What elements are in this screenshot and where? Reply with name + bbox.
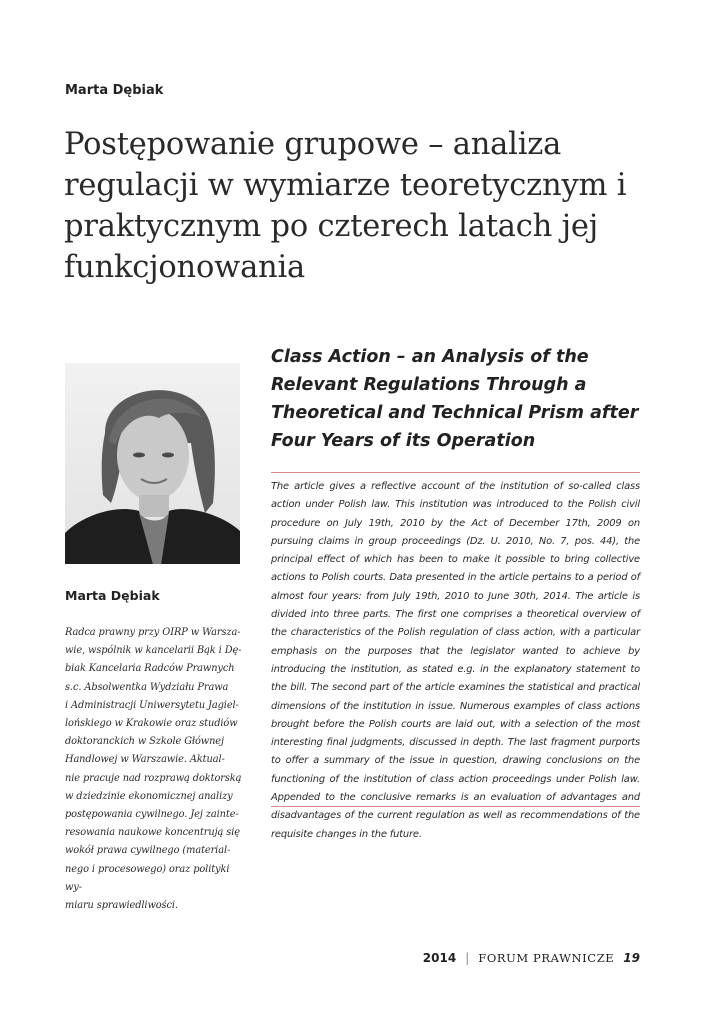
abstract-top-rule xyxy=(271,472,640,473)
page-footer xyxy=(423,951,640,965)
abstract-bottom-rule xyxy=(271,806,640,807)
author-photo xyxy=(65,363,240,564)
author-name-header: Marta Dębiak xyxy=(65,83,164,98)
article-title-english: Class Action – an Analysis of the Relevant Regulations Through a Theoretical and Technical Prism after Four Years of its Operation xyxy=(271,347,639,451)
footer-separator: | xyxy=(465,951,470,965)
author-name-sidebar: Marta Dębiak xyxy=(65,588,160,603)
footer-year: 2014 xyxy=(422,951,457,965)
article-title-polish: Postępowanie grupowe – analiza regulacji w wymiarze teoretycznym i praktycznym po czterech latach jej funkcjonowania xyxy=(64,127,627,285)
footer-journal-name: FORUM PRAWNICZE xyxy=(478,951,615,965)
abstract-text: The article gives a reflective account of the institution of so-called class action under Polish law. This institution was introduced to the Polish civil procedure on July 19th, 2010 by the Act of December 17th, 2009 on pursuing claims in group proceedings (Dz. U. 2010, No. 7, pos. 44), the principal effect of which has been to make it possible to bring collective actions to Polish courts. Data presented in the article pertains to a period of almost four years: from July 19th, 2010 to June 30th, 2014. The article is divided into three parts. The first one comprises a theoretical overview of the characteristics of the Polish regulation of class action, with a particular emphasis on the purposes that the legislator wanted to achieve by introducing the institution, as stated e.g. in the explanatory statement to the bill. The second part of the article examines the statistical and practical dimensions of the institution in issue. Numerous examples of class actions brought before the Polish courts are laid out, with a selection of the most interesting final judgments, discussed in depth. The last fragment purports to offer a summary of the issue in question, drawing conclusions on the functioning of the institution of class action proceedings under Polish law. Appended to the conclusive remarks is an evaluation of advantages and disadvantages of the current regulation as well as recommendations of the requisite changes in the future. xyxy=(271,481,640,840)
author-biography: Radca prawny przy OIRP w Warsza- wie, wspólnik w kancelarii Bąk i Dę- biak Kancelaria Radców Prawnych s.c. Absolwentka Wydziału Prawa i Administracji Uniwersytetu Jagiel- lońskiego w Krakowie oraz studiów doktoranckich w Szkole Głównej Handlowej w Warszawie. Aktual- nie pracuje nad rozprawą doktorską w dziedzinie ekonomicznej analizy postępowania cywilnego. Jej zainte- resowania naukowe koncentrują się wokół prawa cywilnego (material- nego i procesowego) oraz polityki wy- miaru sprawiedliwości. xyxy=(65,627,242,912)
footer-page-number: 19 xyxy=(623,951,640,965)
